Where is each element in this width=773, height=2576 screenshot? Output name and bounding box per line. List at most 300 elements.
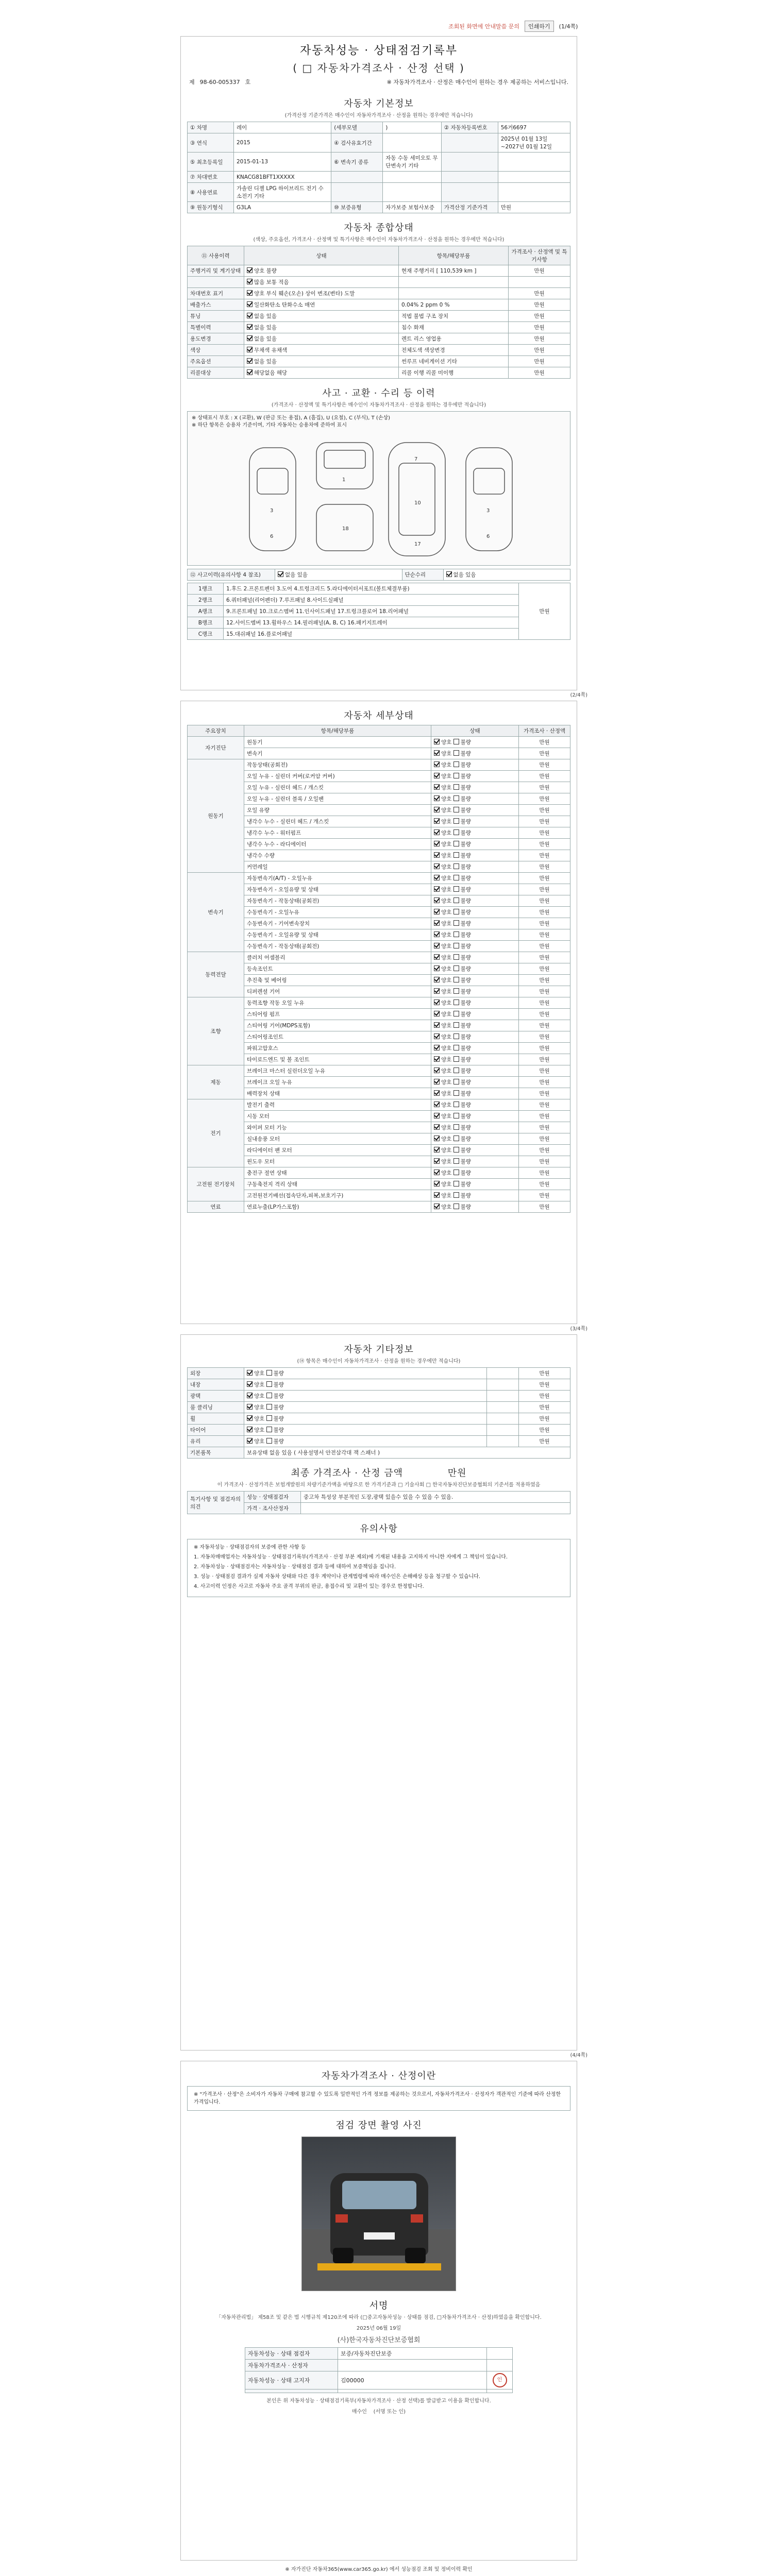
general-row <box>188 288 570 299</box>
etc-row <box>188 1368 570 1379</box>
detail-price: 만원 <box>519 816 570 827</box>
general-status-table <box>187 246 570 379</box>
checkbox-unchecked <box>453 1022 459 1028</box>
general-status-title: 자동차 종합상태 <box>344 223 414 233</box>
detail-state <box>431 850 519 861</box>
signature-value <box>338 2360 487 2371</box>
checkbox-checked <box>434 818 440 824</box>
detail-row <box>188 1190 570 1201</box>
general-state <box>244 333 399 345</box>
checkbox-checked <box>434 943 440 948</box>
checkbox-checked <box>434 784 440 790</box>
final-price-unit: 만원 <box>447 1468 467 1479</box>
notice-link[interactable]: 조회된 화면에 안내말씀 문의 <box>448 23 520 30</box>
detail-state <box>431 1167 519 1179</box>
basic-items-label: 기본품목 <box>188 1447 244 1459</box>
general-price: 만원 <box>509 333 570 345</box>
checkbox-unchecked <box>453 988 459 994</box>
etc-price: 만원 <box>519 1402 570 1413</box>
detail-row <box>188 850 570 861</box>
etc-key: 광택 <box>188 1391 244 1402</box>
note-item: 1. 자동차매매업자는 자동차성능 · 상태점검기록부(가격조사 · 산정 부분 제외)에 기재된 내용을 고지하지 아니한 자에게 그 책임이 있습니다. <box>194 1554 508 1560</box>
status-ok: 양호 <box>254 1370 265 1377</box>
basic-value: G3LA <box>234 202 331 213</box>
checkbox-unchecked <box>453 784 459 790</box>
general-price: 만원 <box>509 356 570 367</box>
checkbox-unchecked <box>453 795 459 801</box>
detail-state <box>431 839 519 850</box>
basic-value-3: 56거6697 <box>498 122 570 133</box>
general-key: 주행거리 및 계기상태 <box>188 265 244 277</box>
general-price: 만원 <box>509 265 570 277</box>
status-ok: 양호 <box>441 875 452 882</box>
detail-row <box>188 929 570 941</box>
general-key: 특별이력 <box>188 322 244 333</box>
note-item: 2. 자동차성능 · 상태점검자는 자동차성능 · 상태점검 결과 등에 대하여 보증책임을 집니다. <box>194 1564 396 1570</box>
detail-price: 만원 <box>519 929 570 941</box>
etc-row <box>188 1436 570 1447</box>
footer-note: ※ 자가진단 자동차365(www.car365.go.kr) 에서 성능점검 조회 및 정비이력 확인 <box>285 2567 473 2572</box>
document-subtitle: ( □ 자동차가격조사 · 산정 선택 ) <box>293 62 465 74</box>
general-price <box>509 277 570 288</box>
final-price-title: 최종 가격조사 · 산정 금액 만원 <box>291 1468 467 1479</box>
page-2 <box>180 701 577 1324</box>
basic-key-3 <box>441 183 498 202</box>
status-ok: 양호 <box>254 1393 265 1399</box>
top-toolbar <box>448 20 618 33</box>
basic-row <box>188 183 570 202</box>
status-bad: 불량 <box>460 785 471 791</box>
checkbox-checked <box>247 1381 253 1387</box>
accident-value: 없음 있음 <box>275 569 402 581</box>
guide-text: ※ "가격조사 · 산정"은 소비자가 자동차 구매에 참고할 수 있도록 일반적인 가격 정보를 제공하는 것으로서, 자동차가격조사 · 산정자가 객관적인 기준에 따라 산정한 가격입니다. <box>187 2086 570 2111</box>
status-ok: 양호 <box>441 1068 452 1074</box>
checkbox-unchecked <box>266 1381 272 1387</box>
status-bad: 불량 <box>460 1181 471 1188</box>
special-inspector-label: 성능 · 상태점검자 <box>244 1492 301 1503</box>
detail-price: 만원 <box>519 1133 570 1145</box>
detail-price: 만원 <box>519 941 570 952</box>
checkbox-checked <box>434 920 440 926</box>
basic-key: ⑤ 최초등록일 <box>188 152 234 172</box>
frame-row <box>188 617 570 629</box>
detail-item: 시동 모터 <box>244 1111 431 1122</box>
detail-item: 구동축전지 격리 상태 <box>244 1179 431 1190</box>
status-bad: 불량 <box>273 1382 284 1388</box>
status-bad: 불량 <box>460 1079 471 1086</box>
basic-key-3 <box>441 172 498 183</box>
signature-key: 자동차성능 · 상태 점검자 <box>245 2348 338 2360</box>
signature-row <box>245 2371 513 2389</box>
etc-price: 만원 <box>519 1413 570 1425</box>
detail-state <box>431 861 519 873</box>
detail-row <box>188 907 570 918</box>
general-state-text: 많음 보통 적음 <box>254 279 289 285</box>
detail-item: 수동변속기 - 오일누유 <box>244 907 431 918</box>
status-bad: 불량 <box>460 841 471 848</box>
svg-text:1: 1 <box>342 477 346 483</box>
status-ok: 양호 <box>441 751 452 757</box>
basic-value: 2015-01-13 <box>234 152 331 172</box>
status-bad: 불량 <box>460 1023 471 1029</box>
signature-key <box>245 2389 338 2393</box>
detail-item: 작동상태(공회전) <box>244 759 431 771</box>
checkbox-checked <box>247 335 253 341</box>
checkbox-unchecked <box>453 1033 459 1039</box>
checkbox-unchecked <box>453 954 459 960</box>
signature-key: 자동차가격조사 · 산정자 <box>245 2360 338 2371</box>
general-state-text: 양호 불량 <box>254 268 277 274</box>
general-state <box>244 277 399 288</box>
detail-price: 만원 <box>519 748 570 759</box>
checkbox-unchecked <box>453 1067 459 1073</box>
status-ok: 양호 <box>441 966 452 972</box>
detail-price: 만원 <box>519 918 570 929</box>
frame-row <box>188 606 570 617</box>
detail-state <box>431 873 519 884</box>
detail-item: 오일 누유 - 실린더 커버(로커암 커버) <box>244 771 431 782</box>
signature-seal <box>487 2371 513 2389</box>
status-ok: 양호 <box>441 909 452 916</box>
detail-group: 동력전달 <box>188 952 244 997</box>
detail-group: 제동 <box>188 1065 244 1099</box>
checkbox-checked <box>434 1067 440 1073</box>
page-3 <box>180 1334 577 2050</box>
status-ok: 양호 <box>441 921 452 927</box>
detail-price: 만원 <box>519 1009 570 1020</box>
general-item <box>398 288 508 299</box>
checkbox-unchecked <box>453 852 459 858</box>
detail-item: 커먼레일 <box>244 861 431 873</box>
basic-key-3 <box>441 152 498 172</box>
detail-state <box>431 1190 519 1201</box>
checkbox-checked <box>434 1090 440 1096</box>
checkbox-checked <box>434 1045 440 1050</box>
general-row <box>188 367 570 379</box>
general-item: 전체도색 색상변경 <box>398 345 508 356</box>
checkbox-unchecked <box>453 750 459 756</box>
signature-table <box>245 2347 513 2393</box>
basic-key-2 <box>331 172 383 183</box>
doc-no: 98-60-005337 <box>199 78 240 86</box>
general-state <box>244 367 399 379</box>
status-ok: 양호 <box>441 841 452 848</box>
detail-price: 만원 <box>519 873 570 884</box>
detail-table <box>187 725 570 1213</box>
checkbox-checked <box>434 999 440 1005</box>
checkbox-checked <box>434 1124 440 1130</box>
detail-item: 오일 누유 - 실린더 헤드 / 개스킷 <box>244 782 431 793</box>
general-item: 렌트 리스 영업용 <box>398 333 508 345</box>
svg-text:18: 18 <box>342 526 349 532</box>
document-number-line <box>181 75 577 89</box>
inspection-photo <box>301 2137 456 2291</box>
car-diagram <box>187 411 570 566</box>
detail-price: 만원 <box>519 1122 570 1133</box>
status-bad: 불량 <box>460 966 471 972</box>
frame-items: 1.후드 2.프론트펜더 3.도어 4.트렁크리드 5.라디에이터서포트(볼트체결부품) <box>224 583 519 595</box>
detail-row <box>188 1088 570 1099</box>
checkbox-checked <box>247 290 253 296</box>
detail-price: 만원 <box>519 1167 570 1179</box>
detail-state <box>431 1088 519 1099</box>
etc-price: 만원 <box>519 1391 570 1402</box>
detail-header-1: 주요장치 <box>188 725 244 737</box>
checkbox-checked <box>434 909 440 914</box>
status-ok: 양호 <box>441 1159 452 1165</box>
buyer-line: 매수인 (서명 또는 인) <box>351 2409 406 2415</box>
etc-price: 만원 <box>519 1425 570 1436</box>
detail-state <box>431 1099 519 1111</box>
status-bad: 불량 <box>460 1159 471 1165</box>
general-state <box>244 322 399 333</box>
detail-row <box>188 986 570 997</box>
page-number-3: (3/4쪽) <box>570 1326 587 1332</box>
status-bad: 불량 <box>460 989 471 995</box>
status-bad: 불량 <box>460 887 471 893</box>
detail-item: 냉각수 누수 - 라디에이터 <box>244 839 431 850</box>
general-item: 0.04% 2 ppm 0 % <box>398 299 508 311</box>
checkbox-checked <box>434 750 440 756</box>
basic-key-2: ⑩ 보증유형 <box>331 202 383 213</box>
detail-group: 원동기 <box>188 759 244 873</box>
car-outline-diagram <box>188 412 571 566</box>
etc-key: 외장 <box>188 1368 244 1379</box>
detail-group: 조향 <box>188 997 244 1065</box>
general-price: 만원 <box>509 288 570 299</box>
detail-row <box>188 1077 570 1088</box>
checkbox-checked <box>434 886 440 892</box>
status-bad: 불량 <box>460 955 471 961</box>
checkbox-unchecked <box>266 1404 272 1410</box>
checkbox-unchecked <box>453 897 459 903</box>
page-number-4: (4/4쪽) <box>570 2053 587 2058</box>
etc-state <box>244 1368 487 1379</box>
general-key: 용도변경 <box>188 333 244 345</box>
detail-state <box>431 963 519 975</box>
checkbox-checked <box>247 347 253 352</box>
basic-value-2: ) <box>383 122 442 133</box>
detail-item: 동력조향 작동 오일 누유 <box>244 997 431 1009</box>
detail-state <box>431 1043 519 1054</box>
detail-price: 만원 <box>519 1156 570 1167</box>
detail-item: 등속조인트 <box>244 963 431 975</box>
etc-state <box>244 1379 487 1391</box>
detail-state <box>431 1111 519 1122</box>
general-row <box>188 277 570 288</box>
detail-price: 만원 <box>519 805 570 816</box>
checkbox-unchecked <box>453 773 459 778</box>
checkbox-checked <box>434 841 440 846</box>
note-item: 4. 사고이력 인정은 사고로 자동차 주요 골격 부위의 판금, 용접수리 및 교환이 있는 경우로 한정합니다. <box>194 1584 424 1589</box>
checkbox-unchecked <box>453 863 459 869</box>
detail-item: 브레이크 오일 누유 <box>244 1077 431 1088</box>
detail-header-2: 항목/해당부품 <box>244 725 431 737</box>
checkbox-unchecked <box>453 841 459 846</box>
detail-price: 만원 <box>519 827 570 839</box>
checkbox-checked <box>247 1438 253 1444</box>
general-row <box>188 345 570 356</box>
etc-key: 룸 클리닝 <box>188 1402 244 1413</box>
status-bad: 불량 <box>460 1091 471 1097</box>
general-state-text: 없음 있음 <box>254 325 277 331</box>
checkbox-checked <box>434 739 440 744</box>
etc-row <box>188 1402 570 1413</box>
status-ok: 양호 <box>254 1438 265 1445</box>
checkbox-unchecked <box>453 829 459 835</box>
print-button[interactable]: 인쇄하기 <box>525 21 554 32</box>
detail-price: 만원 <box>519 1065 570 1077</box>
checkbox-unchecked <box>453 886 459 892</box>
detail-group: 연료 <box>188 1201 244 1213</box>
detail-title: 자동차 세부상태 <box>344 710 414 721</box>
detail-row <box>188 861 570 873</box>
svg-text:10: 10 <box>414 500 421 506</box>
etc-extra <box>486 1391 518 1402</box>
detail-item: 디퍼렌셜 기어 <box>244 986 431 997</box>
page-4 <box>180 2061 577 2561</box>
checkbox-unchecked <box>453 1056 459 1062</box>
svg-text:3: 3 <box>486 508 490 514</box>
basic-key-3: ② 자동차등록번호 <box>441 122 498 133</box>
status-ok: 양호 <box>441 853 452 859</box>
detail-item: 브레이크 마스터 실린더오일 누유 <box>244 1065 431 1077</box>
signature-row <box>245 2360 513 2371</box>
detail-row <box>188 1020 570 1031</box>
doc-no-label: 제 <box>189 79 195 86</box>
detail-row <box>188 793 570 805</box>
status-ok: 양호 <box>441 1102 452 1108</box>
general-state <box>244 288 399 299</box>
general-key: 배출가스 <box>188 299 244 311</box>
basic-row <box>188 122 570 133</box>
detail-state <box>431 907 519 918</box>
etc-extra <box>486 1413 518 1425</box>
general-key: 차대번호 표기 <box>188 288 244 299</box>
status-ok: 양호 <box>254 1404 265 1411</box>
checkbox-checked <box>434 1079 440 1084</box>
detail-row <box>188 1043 570 1054</box>
page-1 <box>180 36 577 690</box>
general-state-text: 일산화탄소 탄화수소 매연 <box>254 302 315 308</box>
general-state <box>244 345 399 356</box>
checkbox-checked <box>434 1033 440 1039</box>
basic-value-3: 2025년 01월 13일 ~2027년 01월 12일 <box>498 133 570 152</box>
detail-row <box>188 816 570 827</box>
status-ok: 양호 <box>441 1023 452 1029</box>
detail-price: 만원 <box>519 1145 570 1156</box>
detail-price: 만원 <box>519 850 570 861</box>
status-bad: 불량 <box>460 1102 471 1108</box>
frame-items: 15.대쉬패널 16.플로어패널 <box>224 629 519 640</box>
basic-info-desc: (가격산정 기준가격은 매수인이 자동차가격조사 · 산정을 원하는 경우에만 적습니다) <box>284 113 473 118</box>
document-title: 자동차성능 · 상태점검기록부 <box>299 44 458 57</box>
checkbox-checked <box>247 369 253 375</box>
status-ok: 양호 <box>441 830 452 836</box>
detail-state <box>431 1020 519 1031</box>
checkbox-unchecked <box>266 1438 272 1444</box>
checkbox-unchecked <box>453 1011 459 1016</box>
checkbox-checked <box>434 829 440 835</box>
checkbox-unchecked <box>453 1170 459 1175</box>
status-bad: 불량 <box>460 921 471 927</box>
status-ok: 양호 <box>441 1204 452 1210</box>
general-row <box>188 333 570 345</box>
checkbox-checked <box>434 977 440 982</box>
checkbox-unchecked <box>453 909 459 914</box>
detail-item: 수동변속기 - 기어변속장치 <box>244 918 431 929</box>
detail-item: 오일 누유 - 실린더 블록 / 오일팬 <box>244 793 431 805</box>
basic-items-value: 보유상태 없음 있음 ( 사용설명서 안전삼각대 잭 스패너 ) <box>244 1447 570 1459</box>
basic-value: KNACG81BFT1XXXXX <box>234 172 331 183</box>
detail-price: 만원 <box>519 1099 570 1111</box>
detail-row <box>188 1122 570 1133</box>
detail-price: 만원 <box>519 997 570 1009</box>
basic-row <box>188 133 570 152</box>
detail-price: 만원 <box>519 1077 570 1088</box>
checkbox-unchecked <box>453 761 459 767</box>
detail-price: 만원 <box>519 793 570 805</box>
frame-items: 9.프론트패널 10.크로스멤버 11.인사이드패널 17.트렁크플로어 18.리어패널 <box>224 606 519 617</box>
detail-item: 타이로드엔드 및 볼 조인트 <box>244 1054 431 1065</box>
status-bad: 불량 <box>460 762 471 768</box>
etc-extra <box>486 1425 518 1436</box>
detail-price: 만원 <box>519 1088 570 1099</box>
detail-item: 원동기 <box>244 737 431 748</box>
checkbox-unchecked <box>453 1090 459 1096</box>
general-state-text: 해당없음 해당 <box>254 370 288 376</box>
detail-row <box>188 873 570 884</box>
status-ok: 양호 <box>441 1045 452 1052</box>
detail-price: 만원 <box>519 986 570 997</box>
signature-date: 2025년 06월 19일 <box>356 2326 401 2331</box>
signature-row <box>245 2348 513 2360</box>
etc-state <box>244 1391 487 1402</box>
etc-extra <box>486 1436 518 1447</box>
status-ok: 양호 <box>441 955 452 961</box>
special-price-value <box>301 1503 570 1514</box>
detail-state <box>431 793 519 805</box>
checkbox-unchecked <box>453 1181 459 1187</box>
etc-row <box>188 1391 570 1402</box>
detail-row <box>188 1031 570 1043</box>
detail-row <box>188 1065 570 1077</box>
signature-seal <box>487 2360 513 2371</box>
basic-value-3 <box>498 172 570 183</box>
detail-state <box>431 816 519 827</box>
checkbox-checked <box>247 301 253 307</box>
status-ok: 양호 <box>441 1091 452 1097</box>
service-notice: ※ 자동차가격조사 · 산정은 매수인이 원하는 경우 제공하는 서비스입니다. <box>386 79 568 86</box>
status-bad: 불량 <box>460 819 471 825</box>
detail-row <box>188 918 570 929</box>
detail-item: 수동변속기 - 작동상태(공회전) <box>244 941 431 952</box>
detail-state <box>431 748 519 759</box>
etc-price: 만원 <box>519 1368 570 1379</box>
checkbox-checked <box>434 761 440 767</box>
basic-row <box>188 202 570 213</box>
basic-row <box>188 152 570 172</box>
status-bad: 불량 <box>460 864 471 870</box>
svg-text:17: 17 <box>414 541 421 547</box>
signature-text: 「자동차관리법」 제58조 및 같은 법 시행규칙 제120조에 따라 (□중고자동차성능 · 상태를 점검, □자동차가격조사 · 산정)하였음을 확인합니다. <box>216 2315 542 2320</box>
signature-seal <box>487 2348 513 2360</box>
detail-row <box>188 1009 570 1020</box>
status-bad: 불량 <box>460 796 471 802</box>
detail-item: 추진축 및 베어링 <box>244 975 431 986</box>
frame-row <box>188 629 570 640</box>
signature-org: (사)한국자동차진단보증협회 <box>337 2336 421 2344</box>
